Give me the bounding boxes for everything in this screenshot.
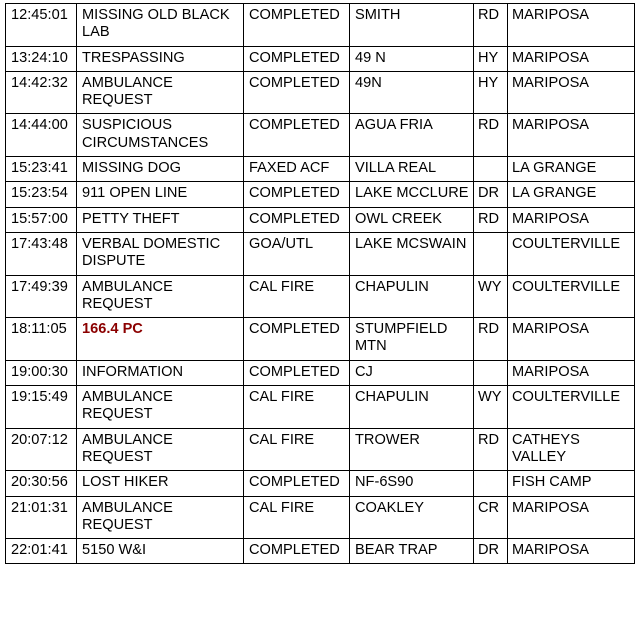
disp-cell: CAL FIRE: [244, 428, 350, 471]
time-cell: 14:44:00: [6, 114, 77, 157]
time-cell: 12:45:01: [6, 4, 77, 47]
table-row: [6, 386, 635, 429]
street-cell: CHAPULIN: [350, 386, 474, 429]
table-row: [6, 360, 635, 385]
street-cell: SMITH: [350, 4, 474, 47]
city-cell: COULTERVILLE: [508, 232, 635, 275]
suffix-cell: [474, 232, 508, 275]
suffix-cell: HY: [474, 71, 508, 114]
time-cell: 14:42:32: [6, 71, 77, 114]
table-row: [6, 46, 635, 71]
disp-cell: COMPLETED: [244, 360, 350, 385]
type-cell: MISSING OLD BLACK LAB: [77, 4, 244, 47]
disp-cell: COMPLETED: [244, 46, 350, 71]
type-cell: [77, 318, 244, 361]
street-cell: BEAR TRAP: [350, 539, 474, 564]
time-cell: 19:00:30: [6, 360, 77, 385]
suffix-cell: DR: [474, 539, 508, 564]
type-cell: SUSPICIOUS CIRCUMSTANCES: [77, 114, 244, 157]
street-cell: VILLA REAL: [350, 157, 474, 182]
street-cell: 49 N: [350, 46, 474, 71]
suffix-cell: RD: [474, 428, 508, 471]
city-cell: MARIPOSA: [508, 114, 635, 157]
disp-cell: COMPLETED: [244, 318, 350, 361]
time-cell: 15:23:54: [6, 182, 77, 207]
type-cell: VERBAL DOMESTIC DISPUTE: [77, 232, 244, 275]
disp-cell: FAXED ACF: [244, 157, 350, 182]
suffix-cell: WY: [474, 275, 508, 318]
type-cell: MISSING DOG: [77, 157, 244, 182]
street-cell: AGUA FRIA: [350, 114, 474, 157]
type-cell: AMBULANCE REQUEST: [77, 386, 244, 429]
suffix-cell: HY: [474, 46, 508, 71]
suffix-cell: [474, 471, 508, 496]
disp-cell: COMPLETED: [244, 71, 350, 114]
street-cell: LAKE MCSWAIN: [350, 232, 474, 275]
street-cell: TROWER: [350, 428, 474, 471]
disp-cell: GOA/UTL: [244, 232, 350, 275]
table-row: [6, 471, 635, 496]
table-row: [6, 4, 635, 47]
city-cell: MARIPOSA: [508, 46, 635, 71]
time-cell: 18:11:05: [6, 318, 77, 361]
suffix-cell: RD: [474, 318, 508, 361]
street-cell: CHAPULIN: [350, 275, 474, 318]
street-cell: COAKLEY: [350, 496, 474, 539]
city-cell: COULTERVILLE: [508, 386, 635, 429]
city-cell: CATHEYS VALLEY: [508, 428, 635, 471]
city-cell: MARIPOSA: [508, 71, 635, 114]
disp-cell: CAL FIRE: [244, 275, 350, 318]
type-cell: INFORMATION: [77, 360, 244, 385]
street-cell: STUMPFIELD MTN: [350, 318, 474, 361]
suffix-cell: RD: [474, 4, 508, 47]
time-cell: 17:43:48: [6, 232, 77, 275]
incident-log-body: [6, 4, 635, 564]
type-cell: 911 OPEN LINE: [77, 182, 244, 207]
time-cell: 19:15:49: [6, 386, 77, 429]
table-row: [6, 318, 635, 361]
city-cell: FISH CAMP: [508, 471, 635, 496]
city-cell: LA GRANGE: [508, 157, 635, 182]
disp-cell: CAL FIRE: [244, 496, 350, 539]
table-row: [6, 232, 635, 275]
time-cell: 17:49:39: [6, 275, 77, 318]
incident-log-table: [5, 3, 635, 564]
highlighted-incident-type: 166.4 PC: [82, 321, 143, 338]
suffix-cell: DR: [474, 182, 508, 207]
table-row: [6, 539, 635, 564]
city-cell: MARIPOSA: [508, 318, 635, 361]
suffix-cell: [474, 157, 508, 182]
type-cell: TRESPASSING: [77, 46, 244, 71]
street-cell: OWL CREEK: [350, 207, 474, 232]
time-cell: 13:24:10: [6, 46, 77, 71]
suffix-cell: RD: [474, 207, 508, 232]
table-row: [6, 71, 635, 114]
table-row: [6, 428, 635, 471]
table-row: [6, 157, 635, 182]
time-cell: 20:07:12: [6, 428, 77, 471]
city-cell: LA GRANGE: [508, 182, 635, 207]
city-cell: MARIPOSA: [508, 496, 635, 539]
city-cell: COULTERVILLE: [508, 275, 635, 318]
suffix-cell: CR: [474, 496, 508, 539]
type-cell: PETTY THEFT: [77, 207, 244, 232]
table-row: [6, 114, 635, 157]
disp-cell: COMPLETED: [244, 471, 350, 496]
time-cell: 15:23:41: [6, 157, 77, 182]
city-cell: MARIPOSA: [508, 4, 635, 47]
table-row: [6, 207, 635, 232]
city-cell: MARIPOSA: [508, 207, 635, 232]
disp-cell: COMPLETED: [244, 207, 350, 232]
disp-cell: CAL FIRE: [244, 386, 350, 429]
time-cell: 22:01:41: [6, 539, 77, 564]
table-row: [6, 275, 635, 318]
street-cell: 49N: [350, 71, 474, 114]
suffix-cell: WY: [474, 386, 508, 429]
street-cell: CJ: [350, 360, 474, 385]
suffix-cell: RD: [474, 114, 508, 157]
time-cell: 21:01:31: [6, 496, 77, 539]
disp-cell: COMPLETED: [244, 114, 350, 157]
street-cell: LAKE MCCLURE: [350, 182, 474, 207]
type-cell: AMBULANCE REQUEST: [77, 428, 244, 471]
time-cell: 20:30:56: [6, 471, 77, 496]
time-cell: 15:57:00: [6, 207, 77, 232]
disp-cell: COMPLETED: [244, 539, 350, 564]
type-cell: AMBULANCE REQUEST: [77, 275, 244, 318]
suffix-cell: [474, 360, 508, 385]
city-cell: MARIPOSA: [508, 539, 635, 564]
table-row: [6, 182, 635, 207]
street-cell: NF-6S90: [350, 471, 474, 496]
type-cell: AMBULANCE REQUEST: [77, 71, 244, 114]
table-row: [6, 496, 635, 539]
type-cell: AMBULANCE REQUEST: [77, 496, 244, 539]
disp-cell: COMPLETED: [244, 182, 350, 207]
city-cell: MARIPOSA: [508, 360, 635, 385]
type-cell: LOST HIKER: [77, 471, 244, 496]
type-cell: 5150 W&I: [77, 539, 244, 564]
disp-cell: COMPLETED: [244, 4, 350, 47]
